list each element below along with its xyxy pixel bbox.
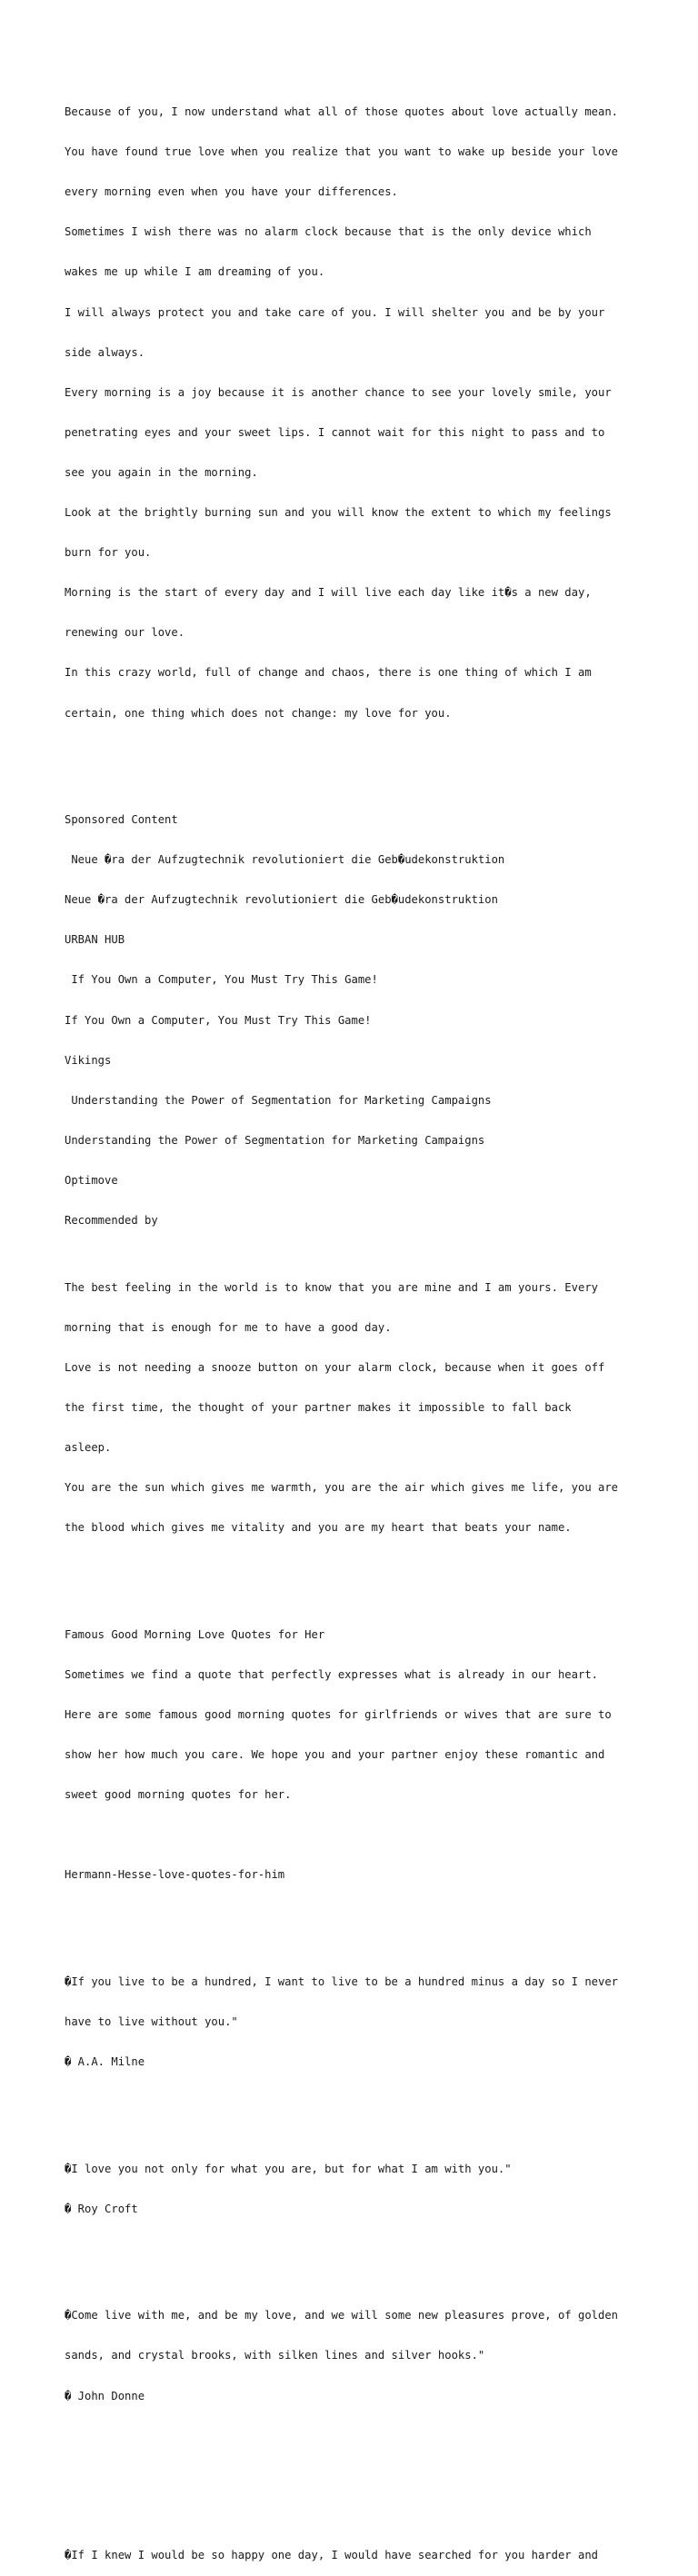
sponsored-teaser-link[interactable]: If You Own a Computer, You Must Try This Game! [65, 973, 378, 987]
quote-author: � Roy Croft [65, 2202, 138, 2215]
quote-line: �If you live to be a hundred, I want to live to be a hundred minus a day so I never [65, 1974, 619, 1988]
sponsored-title-link[interactable]: If You Own a Computer, You Must Try This Game! [65, 1013, 372, 1027]
text-line: the first time, the thought of your partner makes it impossible to fall back [65, 1400, 572, 1414]
blank-line [65, 2095, 655, 2109]
quote-line: �Come live with me, and be my love, and we will some new pleasures prove, of golden [65, 2309, 619, 2322]
text-line: burn for you. [65, 546, 152, 560]
blank-line [65, 747, 655, 761]
quote-author: � A.A. Milne [65, 2055, 145, 2069]
sponsored-title-link[interactable]: Understanding the Power of Segmentation for Marketing Campaigns [65, 1133, 485, 1147]
document-body [65, 65, 655, 2576]
blank-line [65, 1828, 655, 1842]
sponsored-heading: Sponsored Content [65, 813, 178, 827]
text-line: Love is not needing a snooze button on your alarm clock, because when it goes off [65, 1360, 605, 1374]
text-line: Sometimes I wish there was no alarm clock because that is the only device which [65, 225, 592, 239]
text-line: Morning is the start of every day and I will live each day like it�s a new day, [65, 586, 592, 600]
image-caption: Hermann-Hesse-love-quotes-for-him [65, 1868, 285, 1882]
text-line: sweet good morning quotes for her. [65, 1788, 292, 1802]
sponsored-teaser-link[interactable]: Neue �ra der Aufzugtechnik revolutioniert die Geb�udekonstruktion [65, 853, 505, 867]
sponsored-source: Vikings [65, 1053, 112, 1067]
blank-line [65, 1908, 655, 1922]
text-line: The best feeling in the world is to know that you are mine and I am yours. Every [65, 1280, 598, 1294]
text-line: Sometimes we find a quote that perfectly expresses what is already in our heart. [65, 1667, 598, 1681]
text-line: show her how much you care. We hope you and your partner enjoy these romantic and [65, 1747, 605, 1761]
text-line: In this crazy world, full of change and chaos, there is one thing of which I am [65, 666, 592, 680]
blank-line [65, 1561, 655, 1575]
quote-author: � John Donne [65, 2389, 145, 2402]
sponsored-source: URBAN HUB [65, 933, 125, 947]
quote-line: have to live without you." [65, 2014, 238, 2028]
sponsored-teaser-link[interactable]: Understanding the Power of Segmentation for Marketing Campaigns [65, 1093, 492, 1107]
text-line: renewing our love. [65, 626, 185, 640]
quote-line: �I love you not only for what you are, but for what I am with you." [65, 2162, 512, 2175]
text-line: see you again in the morning. [65, 465, 258, 479]
section-heading: Famous Good Morning Love Quotes for Her [65, 1627, 325, 1641]
text-line: asleep. [65, 1440, 112, 1454]
text-line: You are the sun which gives me warmth, you are the air which gives me life, you are [65, 1481, 619, 1495]
text-line: the blood which gives me vitality and you are my heart that beats your name. [65, 1521, 572, 1535]
text-line: certain, one thing which does not change: my love for you. [65, 706, 452, 720]
text-line: Because of you, I now understand what all of those quotes about love actually mean. [65, 105, 619, 119]
text-line: morning that is enough for me to have a good day. [65, 1320, 392, 1334]
text-line: Every morning is a joy because it is another chance to see your lovely smile, your [65, 385, 612, 399]
sponsored-source: Optimove [65, 1173, 118, 1187]
quote-line: �If I knew I would be so happy one day, I would have searched for you harder and [65, 2549, 598, 2562]
sponsored-title-link[interactable]: Neue �ra der Aufzugtechnik revolutioniert die Geb�udekonstruktion [65, 893, 498, 907]
text-line: every morning even when you have your differences. [65, 185, 398, 199]
text-line: You have found true love when you realize that you want to wake up beside your love [65, 145, 619, 159]
recommended-by-link[interactable]: Recommended by [65, 1214, 158, 1228]
text-line: Look at the brightly burning sun and you will know the extent to which my feelings [65, 506, 612, 520]
text-line: Here are some famous good morning quotes for girlfriends or wives that are sure to [65, 1707, 612, 1721]
text-line: side always. [65, 345, 145, 359]
blank-line [65, 2243, 655, 2256]
text-line: I will always protect you and take care of you. I will shelter you and be by your [65, 305, 605, 319]
text-line: wakes me up while I am dreaming of you. [65, 265, 325, 279]
quote-line: sands, and crystal brooks, with silken lines and silver hooks." [65, 2349, 485, 2362]
text-line: penetrating eyes and your sweet lips. I cannot wait for this night to pass and to [65, 425, 605, 439]
spacer [65, 2442, 655, 2495]
